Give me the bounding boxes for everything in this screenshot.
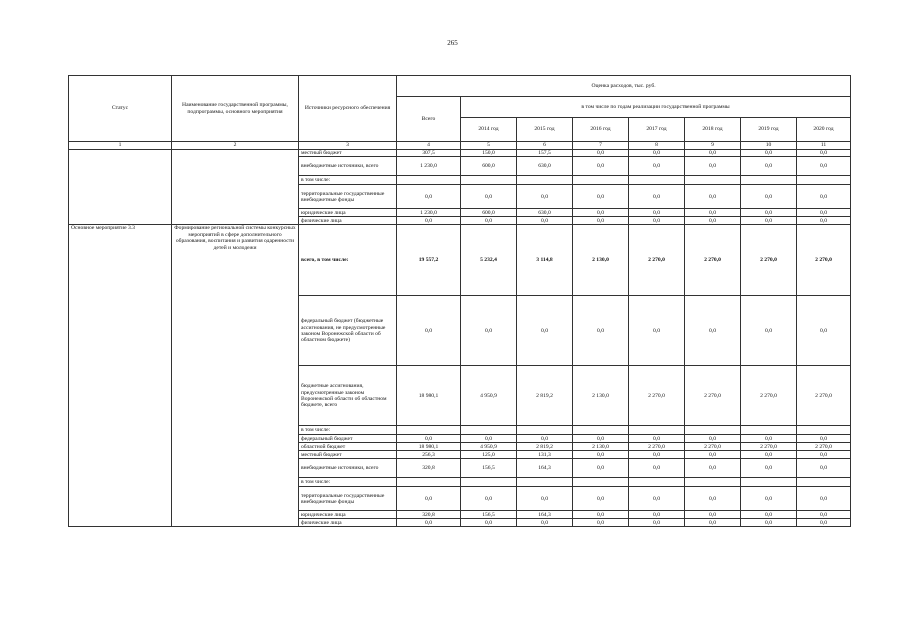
value-cell: 0,0	[461, 217, 517, 225]
value-cell: 0,0	[797, 459, 851, 478]
status-cell-empty	[69, 150, 172, 225]
value-cell: 2 270,0	[629, 225, 685, 296]
value-cell	[685, 176, 741, 185]
value-cell: 0,0	[741, 511, 797, 519]
value-cell: 4 950,9	[461, 443, 517, 451]
value-cell: 0,0	[397, 185, 461, 209]
header-year: 2020 год	[797, 118, 851, 142]
value-cell: 0,0	[797, 519, 851, 527]
value-cell: 2 819,2	[517, 443, 573, 451]
value-cell: 0,0	[397, 296, 461, 366]
value-cell: 0,0	[741, 209, 797, 217]
value-cell: 2 270,0	[685, 366, 741, 426]
value-cell	[461, 478, 517, 487]
value-cell: 0,0	[629, 451, 685, 459]
value-cell: 3 114,8	[517, 225, 573, 296]
column-number: 4	[397, 142, 461, 150]
value-cell: 0,0	[685, 296, 741, 366]
value-cell: 0,0	[685, 451, 741, 459]
value-cell: 0,0	[517, 185, 573, 209]
header-year: 2014 год	[461, 118, 517, 142]
value-cell: 0,0	[397, 435, 461, 443]
value-cell: 0,0	[573, 487, 629, 511]
value-cell: 0,0	[629, 296, 685, 366]
value-cell: 164,3	[517, 511, 573, 519]
value-cell: 0,0	[741, 185, 797, 209]
value-cell: 0,0	[517, 487, 573, 511]
value-cell: 0,0	[517, 217, 573, 225]
event-name: Формирование региональной системы конкурсных мероприятий в сфере дополнительного образования, воспитания и развития одаренности детей и молодежи	[172, 225, 299, 527]
value-cell	[461, 176, 517, 185]
value-cell: 0,0	[629, 435, 685, 443]
table-header	[69, 76, 851, 150]
value-cell: 0,0	[685, 209, 741, 217]
header-year: 2016 год	[573, 118, 629, 142]
source-cell: в том числе:	[299, 426, 397, 435]
value-cell: 4 950,9	[461, 366, 517, 426]
value-cell: 0,0	[573, 435, 629, 443]
value-cell: 0,0	[685, 519, 741, 527]
value-cell: 19 557,2	[397, 225, 461, 296]
value-cell: 156,5	[461, 511, 517, 519]
value-cell	[517, 478, 573, 487]
source-cell: территориальные государственные внебюджетные фонды	[299, 185, 397, 209]
value-cell: 150,0	[461, 150, 517, 157]
value-cell: 320,8	[397, 511, 461, 519]
value-cell	[629, 176, 685, 185]
value-cell: 0,0	[629, 511, 685, 519]
value-cell	[573, 426, 629, 435]
page-number: 265	[447, 39, 458, 47]
value-cell: 0,0	[797, 185, 851, 209]
name-cell-empty	[172, 150, 299, 225]
table-row	[69, 150, 851, 157]
value-cell: 0,0	[685, 217, 741, 225]
header-year: 2017 год	[629, 118, 685, 142]
value-cell: 0,0	[685, 150, 741, 157]
table-row	[69, 225, 851, 296]
value-cell	[397, 478, 461, 487]
value-cell: 0,0	[741, 487, 797, 511]
source-cell: юридические лица	[299, 209, 397, 217]
value-cell: 0,0	[573, 209, 629, 217]
value-cell: 0,0	[573, 519, 629, 527]
value-cell: 0,0	[461, 435, 517, 443]
value-cell	[517, 426, 573, 435]
value-cell	[573, 176, 629, 185]
value-cell	[629, 426, 685, 435]
value-cell: 0,0	[741, 296, 797, 366]
header-status: Статус	[69, 76, 172, 142]
value-cell: 256,3	[397, 451, 461, 459]
value-cell: 0,0	[797, 217, 851, 225]
value-cell	[461, 426, 517, 435]
value-cell: 0,0	[573, 459, 629, 478]
value-cell: 156,5	[461, 459, 517, 478]
value-cell: 0,0	[629, 150, 685, 157]
value-cell	[629, 478, 685, 487]
value-cell: 125,0	[461, 451, 517, 459]
value-cell	[797, 478, 851, 487]
source-cell: областной бюджет	[299, 443, 397, 451]
value-cell: 0,0	[629, 519, 685, 527]
value-cell: 2 270,0	[741, 443, 797, 451]
column-number: 3	[299, 142, 397, 150]
value-cell: 18 980,1	[397, 443, 461, 451]
source-cell: федеральный бюджет	[299, 435, 397, 443]
value-cell: 0,0	[741, 217, 797, 225]
event-status: Основное мероприятие 3.3	[69, 225, 172, 527]
value-cell: 131,3	[517, 451, 573, 459]
value-cell	[397, 426, 461, 435]
value-cell: 307,5	[397, 150, 461, 157]
value-cell: 320,8	[397, 459, 461, 478]
source-cell: внебюджетные источники, всего	[299, 157, 397, 176]
value-cell: 2 270,0	[741, 366, 797, 426]
value-cell: 0,0	[741, 435, 797, 443]
value-cell: 164,3	[517, 459, 573, 478]
value-cell: 0,0	[517, 435, 573, 443]
value-cell	[741, 176, 797, 185]
source-cell: внебюджетные источники, всего	[299, 459, 397, 478]
value-cell: 2 819,2	[517, 366, 573, 426]
value-cell: 630,0	[517, 157, 573, 176]
value-cell: 0,0	[397, 487, 461, 511]
value-cell: 0,0	[461, 296, 517, 366]
value-cell: 0,0	[685, 511, 741, 519]
source-cell: юридические лица	[299, 511, 397, 519]
value-cell	[517, 176, 573, 185]
column-number: 8	[629, 142, 685, 150]
value-cell: 2 130,0	[573, 225, 629, 296]
header-total: Всего	[397, 97, 461, 142]
value-cell: 0,0	[797, 209, 851, 217]
column-number: 1	[69, 142, 172, 150]
source-cell: местный бюджет	[299, 451, 397, 459]
value-cell: 2 270,0	[797, 443, 851, 451]
table-body	[69, 150, 851, 527]
value-cell	[741, 426, 797, 435]
value-cell: 0,0	[573, 217, 629, 225]
column-number: 5	[461, 142, 517, 150]
value-cell: 0,0	[685, 459, 741, 478]
value-cell: 0,0	[685, 435, 741, 443]
value-cell: 0,0	[797, 487, 851, 511]
column-number: 7	[573, 142, 629, 150]
value-cell: 2 270,0	[685, 443, 741, 451]
column-number: 2	[172, 142, 299, 150]
value-cell	[797, 426, 851, 435]
header-year: 2018 год	[685, 118, 741, 142]
source-cell: в том числе:	[299, 176, 397, 185]
value-cell: 2 130,0	[573, 443, 629, 451]
value-cell: 2 130,0	[573, 366, 629, 426]
value-cell: 0,0	[461, 487, 517, 511]
budget-table	[68, 75, 851, 527]
value-cell: 0,0	[741, 519, 797, 527]
value-cell: 0,0	[573, 451, 629, 459]
value-cell: 0,0	[629, 487, 685, 511]
column-number: 10	[741, 142, 797, 150]
value-cell: 0,0	[397, 519, 461, 527]
value-cell: 0,0	[629, 157, 685, 176]
column-number: 6	[517, 142, 573, 150]
value-cell: 0,0	[573, 511, 629, 519]
value-cell: 0,0	[629, 459, 685, 478]
column-number: 11	[797, 142, 851, 150]
value-cell: 2 270,0	[797, 225, 851, 296]
value-cell	[397, 176, 461, 185]
value-cell: 2 270,0	[629, 443, 685, 451]
value-cell: 1 230,0	[397, 209, 461, 217]
source-cell: физические лица	[299, 217, 397, 225]
value-cell	[685, 478, 741, 487]
header-year: 2019 год	[741, 118, 797, 142]
header-by-years: в том числе по годам реализации государственной программы	[461, 97, 851, 118]
value-cell: 0,0	[629, 209, 685, 217]
header-name: Наименование государственной программы, подпрограммы, основного мероприятия	[172, 76, 299, 142]
source-cell: в том числе:	[299, 478, 397, 487]
value-cell: 0,0	[461, 185, 517, 209]
value-cell: 0,0	[741, 459, 797, 478]
column-number: 9	[685, 142, 741, 150]
header-year: 2015 год	[517, 118, 573, 142]
value-cell: 2 270,0	[797, 366, 851, 426]
source-cell: федеральный бюджет (бюджетные ассигнования, не предусмотренные законом Воронежской области об областном бюджете)	[299, 296, 397, 366]
value-cell	[797, 176, 851, 185]
value-cell: 2 270,0	[741, 225, 797, 296]
value-cell: 600,0	[461, 209, 517, 217]
value-cell: 0,0	[685, 487, 741, 511]
value-cell: 0,0	[797, 150, 851, 157]
value-cell: 2 270,0	[685, 225, 741, 296]
value-cell: 0,0	[797, 157, 851, 176]
value-cell: 0,0	[573, 296, 629, 366]
value-cell: 0,0	[461, 519, 517, 527]
value-cell	[573, 478, 629, 487]
value-cell: 0,0	[629, 185, 685, 209]
value-cell: 1 230,0	[397, 157, 461, 176]
value-cell: 0,0	[685, 157, 741, 176]
value-cell: 630,0	[517, 209, 573, 217]
header-sources: Источники ресурсного обеспечения	[299, 76, 397, 142]
value-cell	[741, 478, 797, 487]
value-cell	[685, 426, 741, 435]
value-cell: 0,0	[517, 296, 573, 366]
header-estimate: Оценка расходов, тыс. руб.	[397, 76, 851, 97]
value-cell: 0,0	[797, 511, 851, 519]
value-cell: 0,0	[741, 157, 797, 176]
value-cell: 0,0	[685, 185, 741, 209]
value-cell: 0,0	[573, 150, 629, 157]
source-cell: территориальные государственные внебюджетные фонды	[299, 487, 397, 511]
value-cell: 0,0	[741, 150, 797, 157]
source-cell: местный бюджет	[299, 150, 397, 157]
source-cell: бюджетные ассигнования, предусмотренные законом Воронежской области об областном бюджете, всего	[299, 366, 397, 426]
value-cell: 0,0	[797, 435, 851, 443]
value-cell: 5 232,4	[461, 225, 517, 296]
value-cell: 0,0	[741, 451, 797, 459]
value-cell: 0,0	[797, 451, 851, 459]
value-cell: 0,0	[573, 157, 629, 176]
value-cell: 2 270,0	[629, 366, 685, 426]
value-cell: 0,0	[573, 185, 629, 209]
value-cell: 157,5	[517, 150, 573, 157]
source-cell: физические лица	[299, 519, 397, 527]
value-cell: 0,0	[397, 217, 461, 225]
value-cell: 18 980,1	[397, 366, 461, 426]
value-cell: 0,0	[797, 296, 851, 366]
value-cell: 0,0	[629, 217, 685, 225]
value-cell: 0,0	[517, 519, 573, 527]
value-cell: 600,0	[461, 157, 517, 176]
source-cell: всего, в том числе:	[299, 225, 397, 296]
